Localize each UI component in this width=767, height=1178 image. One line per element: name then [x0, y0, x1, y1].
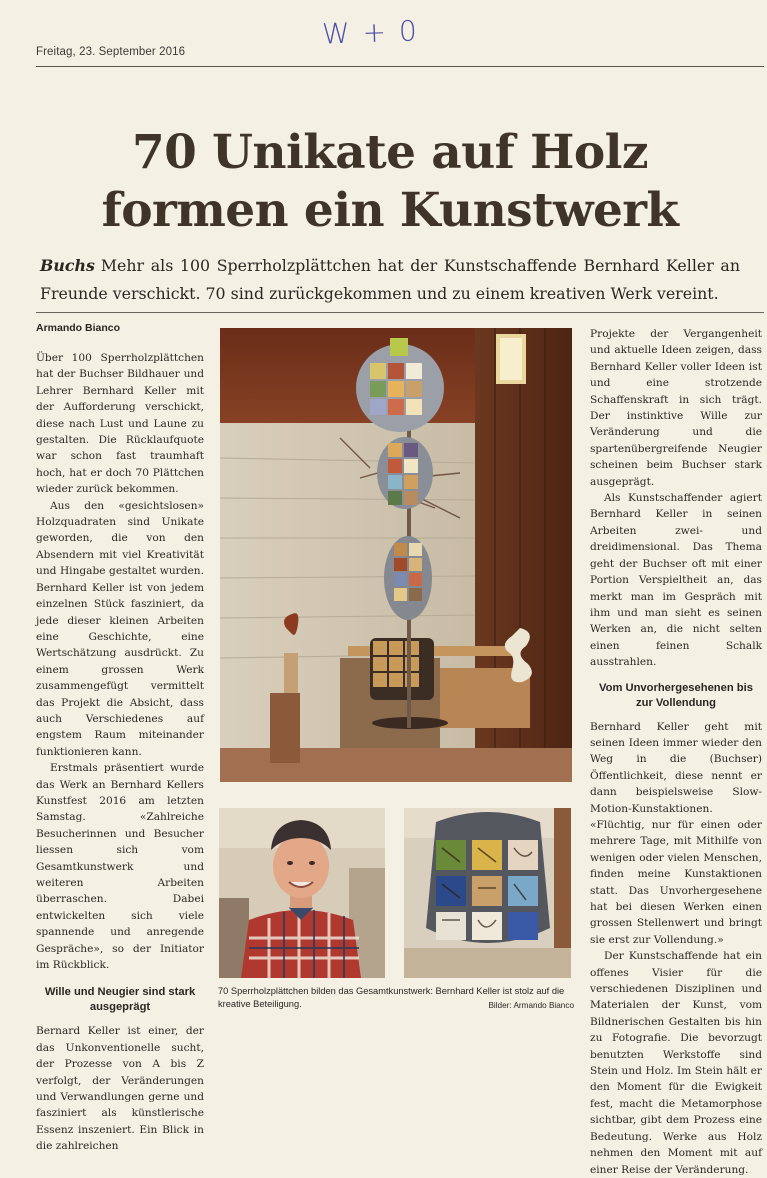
- lead-placename: Buchs: [40, 256, 95, 275]
- caption-text: 70 Sperrholzplättchen bilden das Gesamtkunstwerk: Bernhard Keller ist stolz auf die kreative Beteiligung.: [218, 986, 565, 1009]
- right-paragraph-2: Als Kunstschaffender agiert Bernhard Keller in seinen Arbeiten zwei- und dreidimensional. Das Thema geht der Buchser oft mit einer Portion Verspieltheit an, das merkt man im Gespräch mit ihm und man sieht es seinen Werken an, die nicht selten einen feinen Schalk ausstrahlen.: [590, 492, 762, 669]
- main-photo: [220, 328, 572, 782]
- photo-credit: Bilder: Armando Bianco: [488, 1001, 574, 1010]
- headline: [40, 124, 740, 240]
- portrait-photo: [219, 808, 385, 978]
- right-paragraph-1: Projekte der Vergangenheit und aktuelle Ideen zeigen, dass Bernhard Keller voller Ideen ist und eine strotzende Schaffenskraft in sich trägt. Der instinktive Wille zur Veränderung und die spartenübergreifende Neugier scheinen beim Buchser stark ausgeprägt.: [590, 328, 762, 488]
- artist-portrait-image: [219, 808, 385, 978]
- left-paragraph-2: Aus den «gesichtslosen» Holzquadraten sind Unikate geworden, die von den Absendern mit viel Kreativität und Hingabe gestaltet wurden. Bernhard Keller ist von jedem einzelnen Stück fasziniert, da jede dieser kleinen Arbeiten eine Geschichte, eine Wertschätzung ausdrückt. Zu einem grossen Werk zusammengefügt vermittelt das Projekt die Absicht, dass auch Verschiedenes auf engstem Raum miteinander funktionieren kann.: [36, 499, 204, 758]
- lead-paragraph: [40, 252, 740, 308]
- headline-line-2: formen ein Kunstwerk: [101, 183, 679, 238]
- lead-text: Mehr als 100 Sperrholzplättchen hat der Kunstschaffende Bernhard Keller an Freunde verschickt. 70 sind zurückgekommen und zu einem kreativen Werk vereint.: [40, 256, 740, 303]
- left-subheading: Wille und Neugier sind stark ausgeprägt: [44, 986, 196, 1014]
- handwritten-note: W + 0: [321, 14, 420, 51]
- author-byline: Armando Bianco: [36, 322, 121, 334]
- detail-photo: [404, 808, 571, 978]
- left-column: [36, 350, 204, 1155]
- right-paragraph-3: Bernhard Keller geht mit seinen Ideen immer wieder den Weg in die (Buchser) Öffentlichkeit, diese nennt er dann beispielsweise Slow-Motion-Kunstaktionen. «Flüchtig, nur für einen oder mehrere Tage, mit Mithilfe von wenigen oder vielen Menschen, finden meine Kunstaktionen statt. Das Unvorhergesehene hat bei diesen Werken einen grossen Stellenwert und bringt sie erst zur Vollendung.»: [590, 720, 762, 946]
- artwork-detail-image: [404, 808, 571, 978]
- photo-caption: [218, 985, 574, 1012]
- artwork-installation-image: [220, 328, 572, 782]
- right-paragraph-4: Der Kunstschaffende hat ein offenes Visier für die verschiedenen Disziplinen und Materialen der Kunst, vom Bildnerischen Gestalten bis hin zu Fotografie. Die bevorzugt benutzten Werkstoffe sind Stein und Holz. Im Stein hält er den Moment für die Ewigkeit fest, macht die Metamorphose sichtbar, gibt dem Prozess eine Bedeutung. Werke aus Holz nehmen den Moment mit auf einer Reise der Veränderung.: [590, 950, 762, 1176]
- right-column: [590, 326, 762, 1178]
- header-divider: [36, 66, 764, 67]
- right-subheading: Vom Unvorhergesehenen bis zur Vollendung: [599, 681, 753, 709]
- lead-divider: [36, 312, 764, 313]
- left-paragraph-3: Erstmals präsentiert wurde das Werk an Bernhard Kellers Kunstfest 2016 am letzten Samstag. «Zahlreiche Besucherinnen und Besucher liessen sich vom Gesamtkunstwerk und weiteren Arbeiten überraschen. Dabei entwickelten sich viele spannende und anregende Gespräche», so der Initiator im Rückblick.: [36, 762, 204, 972]
- left-paragraph-1: Über 100 Sperrholzplättchen hat der Buchser Bildhauer und Lehrer Bernhard Keller mit der Aufforderung verschickt, diese nach Lust und Laune zu gestalten. Die Rücklaufquote war schon fast traumhaft hoch, hat er doch 70 Plättchen wieder zurück bekommen.: [36, 352, 204, 496]
- left-paragraph-4: Bernard Keller ist einer, der das Unkonventionelle sucht, der Prozesse von A bis Z verfolgt, der Veränderungen und Verwandlungen gerne und fasziniert als künstlerische Essenz inszeniert. Ein Blick in die zahlreichen: [36, 1025, 204, 1153]
- headline-line-1: 70 Unikate auf Holz: [132, 125, 648, 180]
- dateline: Freitag, 23. September 2016: [36, 46, 186, 58]
